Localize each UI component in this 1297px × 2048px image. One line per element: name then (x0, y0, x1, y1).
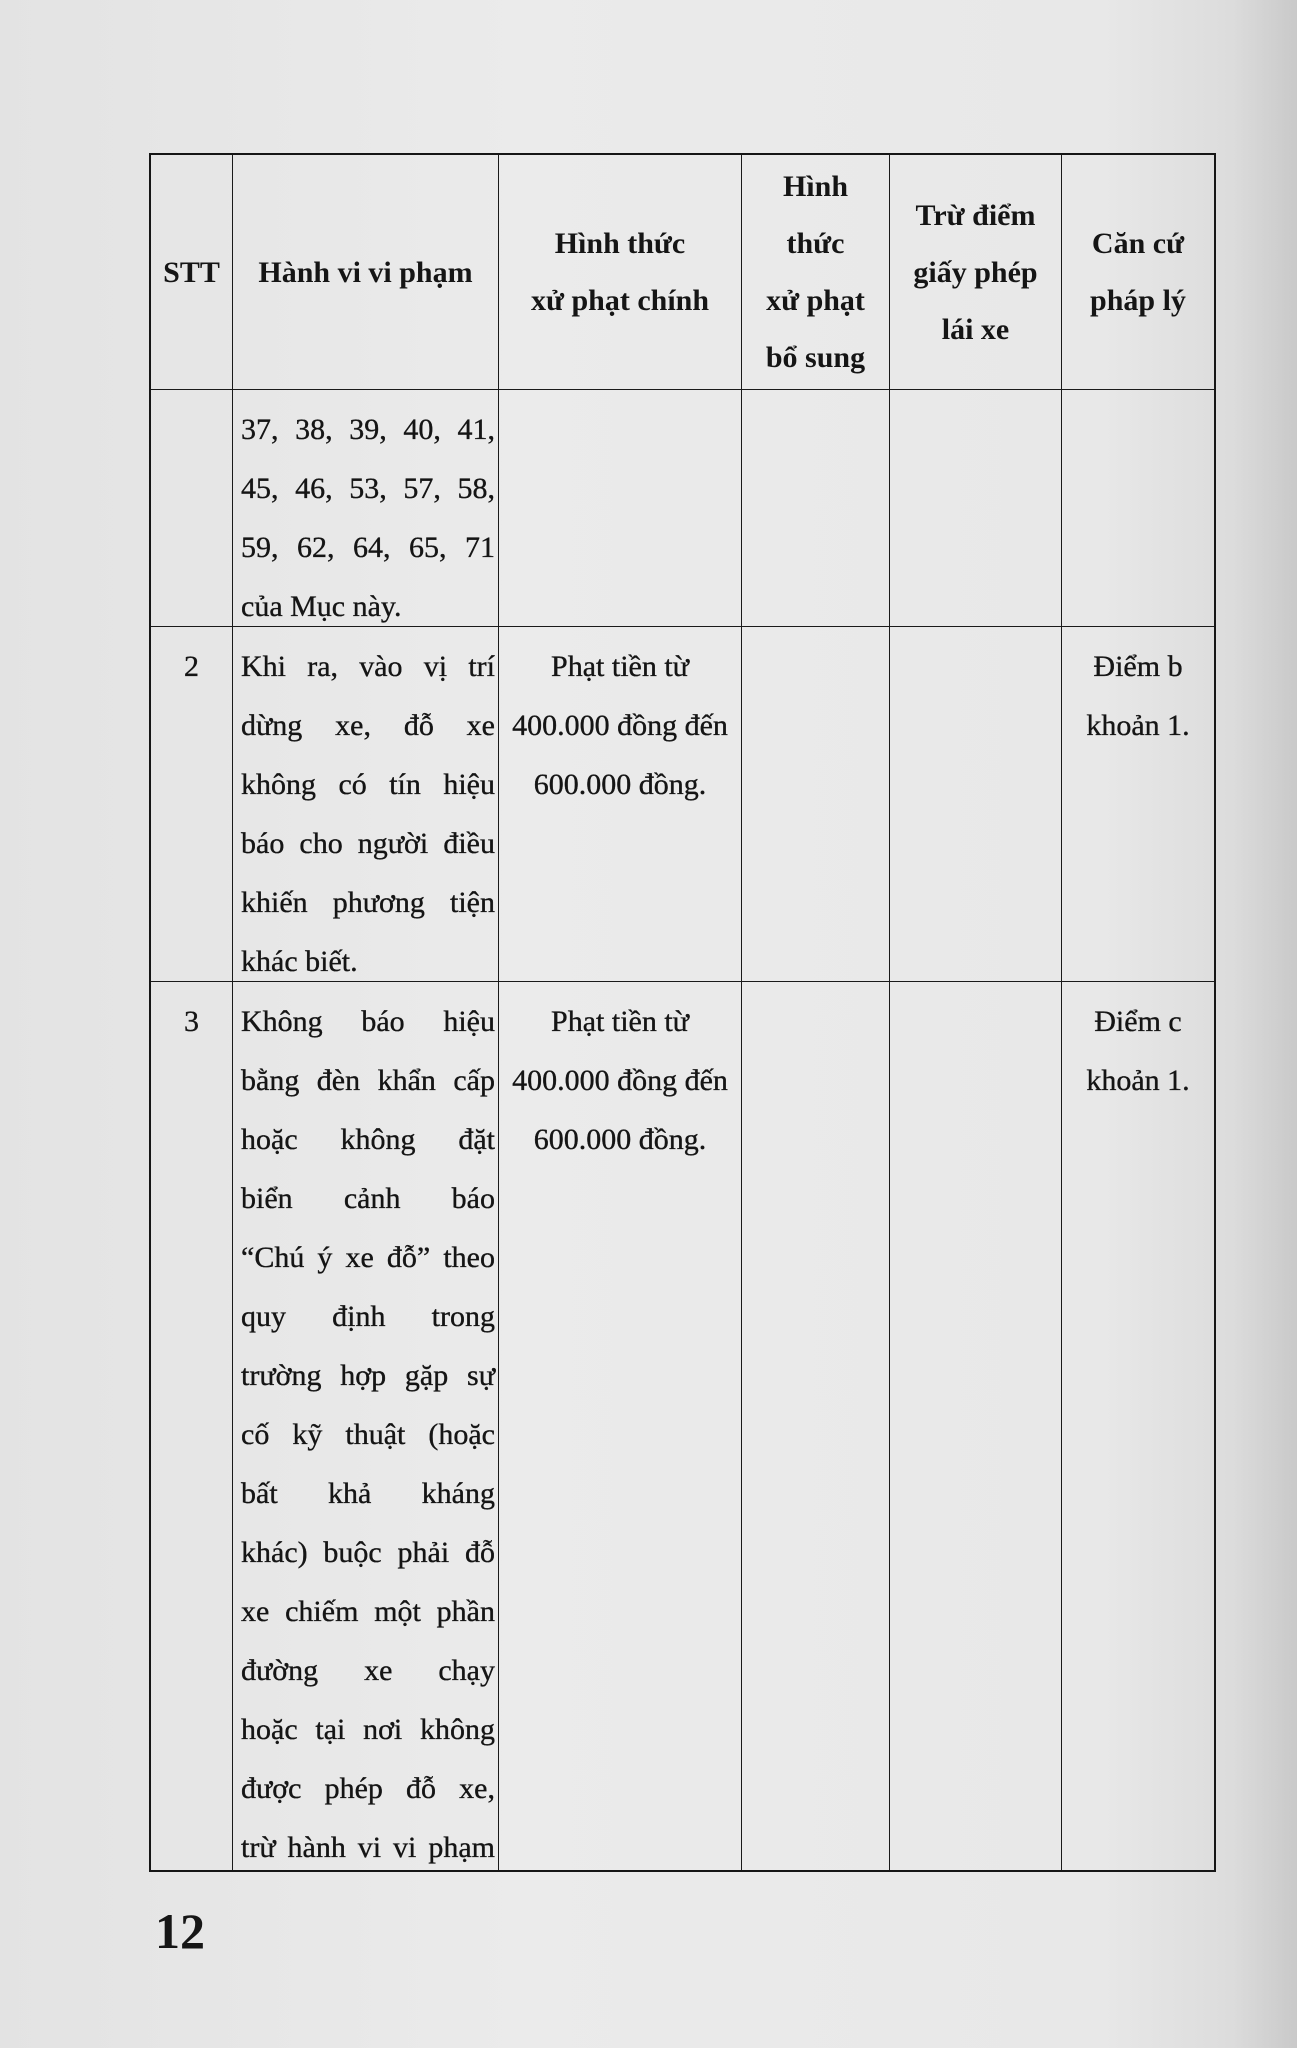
header-text: giấy phép (913, 255, 1038, 289)
row-license-points-cell (890, 982, 1062, 1870)
text-line: khoản 1. (1086, 1064, 1190, 1097)
text-line: được phép đỗ xe, (241, 1772, 495, 1805)
text-line: cố kỹ thuật (hoặc (241, 1418, 495, 1451)
header-legal-basis (1062, 155, 1214, 390)
text-line: hoặc không đặt (241, 1123, 495, 1156)
text-line: 37, 38, 39, 40, 41, (241, 413, 495, 446)
text-line: 600.000 đồng. (533, 1123, 707, 1156)
header-violation (233, 155, 499, 390)
text-line: 45, 46, 53, 57, 58, (241, 472, 495, 505)
text-line: 400.000 đồng đến (512, 1064, 728, 1097)
row-stt-cell (151, 982, 233, 1870)
row-additional-penalty-cell (742, 390, 890, 627)
row-stt-cell (151, 627, 233, 982)
header-text: bổ sung (765, 341, 866, 374)
text-line: “Chú ý xe đỗ” theo (241, 1241, 495, 1274)
stt-number: 2 (184, 650, 199, 683)
row-stt-cell (151, 390, 233, 627)
header-stt (151, 155, 233, 390)
header-license-points (890, 155, 1062, 390)
row-main-penalty-cell (499, 627, 742, 982)
text-line: Phạt tiền từ (551, 1005, 689, 1038)
text-line: không có tín hiệu (241, 768, 495, 801)
row-legal-basis-cell (1062, 982, 1214, 1870)
text-line: 59, 62, 64, 65, 71 (241, 531, 495, 564)
text-line: khoản 1. (1086, 709, 1190, 742)
text-line: biển cảnh báo (241, 1182, 495, 1215)
text-line: Điểm c (1094, 1005, 1182, 1038)
text-line: của Mục này. (241, 590, 402, 623)
header-text: lái xe (941, 312, 1010, 346)
header-text: Trừ điểm (915, 198, 1036, 232)
text-line: bằng đèn khẩn cấp (241, 1064, 495, 1097)
text-line: khác) buộc phải đỗ (241, 1536, 495, 1569)
header-text: Căn cứ (1091, 227, 1185, 260)
text-line: Phạt tiền từ (551, 650, 689, 683)
text-line: Điểm b (1093, 650, 1183, 683)
text-line: bất khả kháng (241, 1477, 495, 1510)
row-additional-penalty-cell (742, 627, 890, 982)
header-text: xử phạt chính (530, 284, 710, 317)
page-number: 12 (155, 1903, 205, 1959)
text-line: dừng xe, đỗ xe (241, 709, 495, 742)
text-line: khiến phương tiện (241, 886, 495, 919)
text-line: Không báo hiệu (241, 1005, 495, 1038)
header-text: pháp lý (1090, 284, 1186, 317)
header-text: Hình (782, 170, 849, 203)
header-text: xử phạt (766, 284, 865, 317)
header-text: Hình thức (554, 227, 686, 260)
row-violation-cell (233, 390, 499, 627)
text-line: khác biết. (241, 945, 358, 978)
text-line: xe chiếm một phần (241, 1595, 495, 1628)
text-line: Khi ra, vào vị trí (241, 650, 495, 683)
header-additional-penalty (742, 155, 890, 390)
header-text: thức (786, 227, 845, 260)
row-license-points-cell (890, 627, 1062, 982)
stt-number: 3 (184, 1005, 199, 1038)
row-legal-basis-cell (1062, 627, 1214, 982)
row-violation-cell (233, 627, 499, 982)
header-main-penalty (499, 155, 742, 390)
text-line: 400.000 đồng đến (512, 709, 728, 742)
text-line: đường xe chạy (241, 1654, 495, 1687)
row-main-penalty-cell (499, 982, 742, 1870)
row-main-penalty-cell (499, 390, 742, 627)
row-license-points-cell (890, 390, 1062, 627)
text-line: trừ hành vi vi phạm (241, 1831, 495, 1864)
row-additional-penalty-cell (742, 982, 890, 1870)
text-line: hoặc tại nơi không (241, 1713, 495, 1746)
text-line: quy định trong (241, 1300, 495, 1333)
text-line: 600.000 đồng. (533, 768, 707, 801)
header-text: Hành vi vi phạm (258, 255, 473, 289)
row-violation-cell (233, 982, 499, 1870)
row-legal-basis-cell (1062, 390, 1214, 627)
violations-table (149, 153, 1216, 1872)
text-line: báo cho người điều (241, 827, 495, 860)
header-text: STT (163, 255, 220, 289)
text-line: trường hợp gặp sự (241, 1359, 495, 1392)
